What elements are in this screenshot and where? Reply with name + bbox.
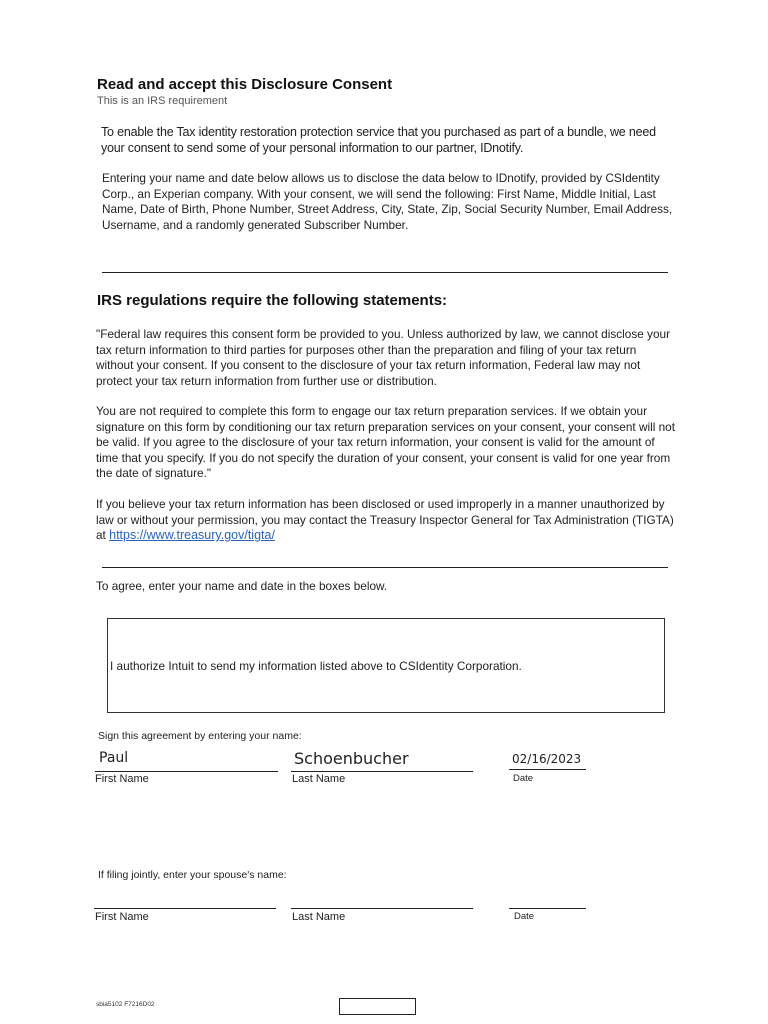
- intro-text: To enable the Tax identity restoration protection service that you purchased as part of a bundle, we need your consent to send some of your personal information to our partner, IDnotify.: [101, 125, 656, 155]
- last-name-label: Last Name: [292, 773, 346, 785]
- divider: [102, 567, 668, 568]
- sign-label: Sign this agreement by entering your name:: [98, 730, 302, 742]
- last-name-field[interactable]: Schoenbucher: [294, 749, 409, 768]
- date-label: Date: [513, 773, 534, 784]
- tigta-link[interactable]: https://www.treasury.gov/tigta/: [109, 528, 275, 542]
- page-title: Read and accept this Disclosure Consent: [97, 76, 393, 93]
- first-name-label: First Name: [95, 773, 149, 785]
- last-name-line: [291, 771, 473, 772]
- date-field[interactable]: 02/16/2023: [512, 752, 582, 766]
- spouse-first-name-field[interactable]: [94, 908, 276, 909]
- spouse-first-name-label: First Name: [95, 911, 149, 923]
- form-code: sbia5102 F7216D02: [96, 1001, 155, 1008]
- first-name-line: [95, 771, 278, 772]
- first-name-field[interactable]: Paul: [99, 750, 129, 766]
- irs-heading: IRS regulations require the following statements:: [97, 292, 448, 309]
- page-subtitle: This is an IRS requirement: [97, 95, 228, 107]
- irs-statement-1: "Federal law requires this consent form be provided to you. Unless authorized by law, we cannot disclose your tax return information to third parties for purposes other than the preparation and filing of your tax return without your consent. If you consent to the disclosure of your tax return information, Federal law may not protect your tax return information from further use or distribution.: [96, 327, 671, 388]
- tigta-paragraph: [96, 497, 676, 544]
- spouse-last-name-label: Last Name: [292, 911, 346, 923]
- authorization-box: [107, 618, 665, 713]
- spouse-last-name-field[interactable]: [291, 908, 473, 909]
- agree-instruction: To agree, enter your name and date in the boxes below.: [96, 579, 388, 593]
- irs-statement-2: You are not required to complete this form to engage our tax return preparation services. If we obtain your signature on this form by conditioning our tax return preparation services on your consent, your consent will not be valid. If you agree to the disclosure of your tax return information, your consent is valid for the amount of time that you specify. If you do not specify the duration of your consent, your consent is valid for one year from the date of signature.": [96, 404, 676, 480]
- disclosure-details: Entering your name and date below allows us to disclose the data below to IDnotify, provided by CSIdentity Corp., an Experian company. With your consent, we will send the following: First Name, Middle Initial, Last Name, Date of Birth, Phone Number, Street Address, City, State, Zip, Social Security Number, Email Address, Username, and a randomly generated Subscriber Number.: [102, 171, 673, 233]
- spouse-date-label: Date: [514, 911, 535, 922]
- spouse-label: If filing jointly, enter your spouse's name:: [98, 869, 287, 881]
- divider: [102, 272, 668, 273]
- date-line: [509, 769, 586, 770]
- authorization-text: I authorize Intuit to send my information listed above to CSIdentity Corporation.: [110, 659, 522, 673]
- tigta-text: If you believe your tax return information has been disclosed or used improperly in a manner unauthorized by law or without your permission, you may contact the Treasury Inspector General for Tax Administration (TIGTA) at: [96, 497, 674, 542]
- page-number-box: [339, 998, 416, 1015]
- spouse-date-field[interactable]: [509, 908, 586, 909]
